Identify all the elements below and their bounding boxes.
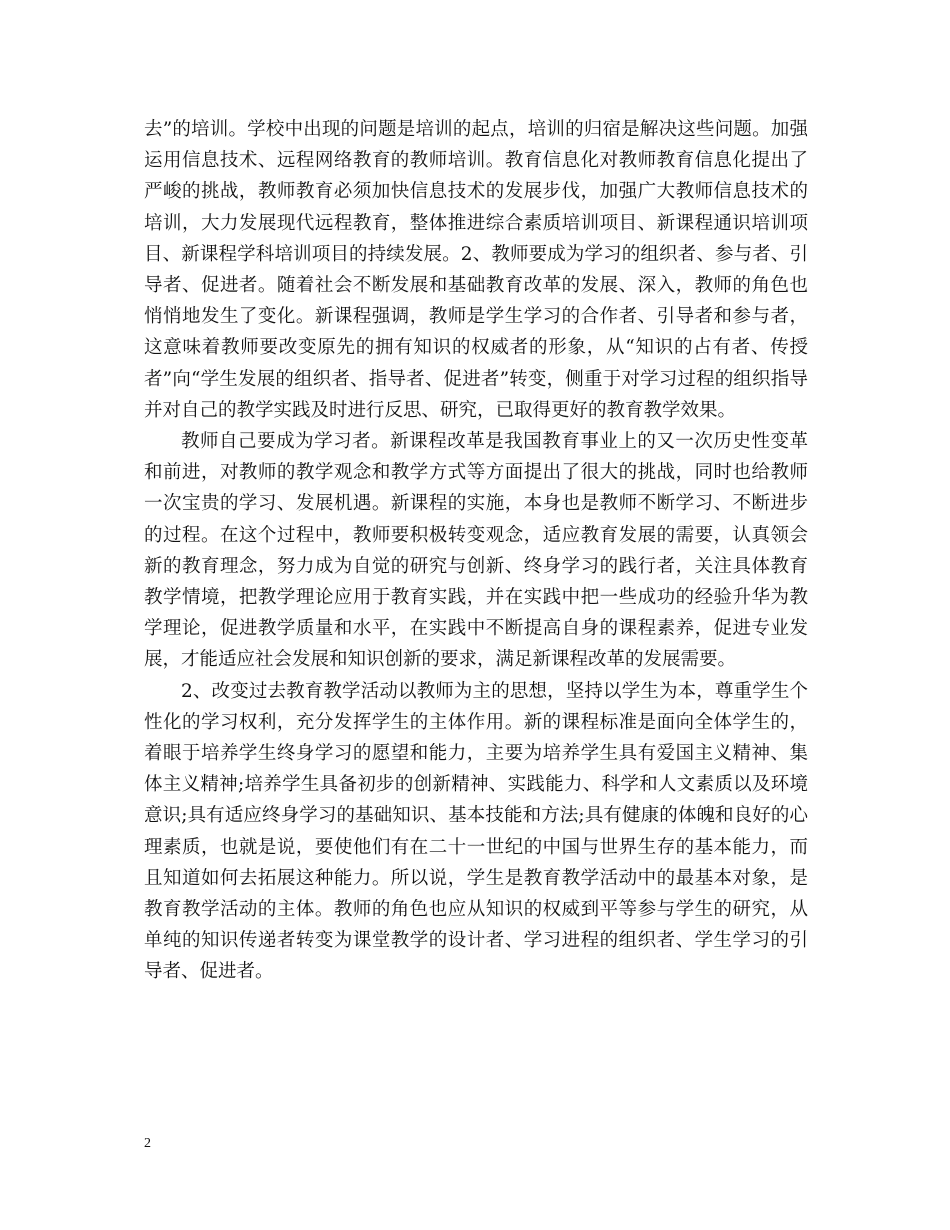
paragraph-student-centered: 2、改变过去教育教学活动以教师为主的思想，坚持以学生为本，尊重学生个性化的学习权利，充分发挥学生的主体作用。新的课程标准是面向全体学生的，着眼于培养学生终身学习的愿望和能力，主要为培养学生具有爱国主义精神、集体主义精神;培养学生具备初步的创新精神、实践能力、科学和人文素质以及环境意识;具有适应终身学习的基础知识、基本技能和方法;具有健康的体魄和良好的心理素质，也就是说，要使他们有在二十一世纪的中国与世界生存的基本能力，而且知道如何去拓展这种能力。所以说，学生是教育教学活动中的最基本对象，是教育教学活动的主体。教师的角色也应从知识的权威到平等参与学生的研究，从单纯的知识传递者转变为课堂教学的设计者、学习进程的组织者、学生学习的引导者、促进者。 <box>144 680 808 983</box>
page-number: 2 <box>144 1136 151 1151</box>
paragraph-continuation: 去”的培训。学校中出现的问题是培训的起点，培训的归宿是解决这些问题。加强运用信息技术、远程网络教育的教师培训。教育信息化对教师教育信息化提出了严峻的挑战，教师教育必须加快信息技术的发展步伐，加强广大教师信息技术的培训，大力发展现代远程教育，整体推进综合素质培训项目、新课程通识培训项目、新课程学科培训项目的持续发展。2、教师要成为学习的组织者、参与者、引导者、促进者。随着社会不断发展和基础教育改革的发展、深入，教师的角色也悄悄地发生了变化。新课程强调，教师是学生学习的合作者、引导者和参与者，这意味着教师要改变原先的拥有知识的权威者的形象，从“知识的占有者、传授者”向“学生发展的组织者、指导者、促进者”转变，侧重于对学习过程的组织指导并对自己的教学实践及时进行反思、研究，已取得更好的教育教学效果。 <box>144 119 808 421</box>
body-text <box>144 114 808 988</box>
paragraph-teacher-as-learner: 教师自己要成为学习者。新课程改革是我国教育事业上的又一次历史性变革和前进，对教师的教学观念和教学方式等方面提出了很大的挑战，同时也给教师一次宝贵的学习、发展机遇。新课程的实施，本身也是教师不断学习、不断进步的过程。在这个过程中，教师要积极转变观念，适应教育发展的需要，认真领会新的教育理念，努力成为自觉的研究与创新、终身学习的践行者，关注具体教育教学情境，把教学理论应用于教育实践，并在实践中把一些成功的经验升华为教学理论，促进教学质量和水平，在实践中不断提高自身的课程素养，促进专业发展，才能适应社会发展和知识创新的要求，满足新课程改革的发展需要。 <box>144 431 808 671</box>
